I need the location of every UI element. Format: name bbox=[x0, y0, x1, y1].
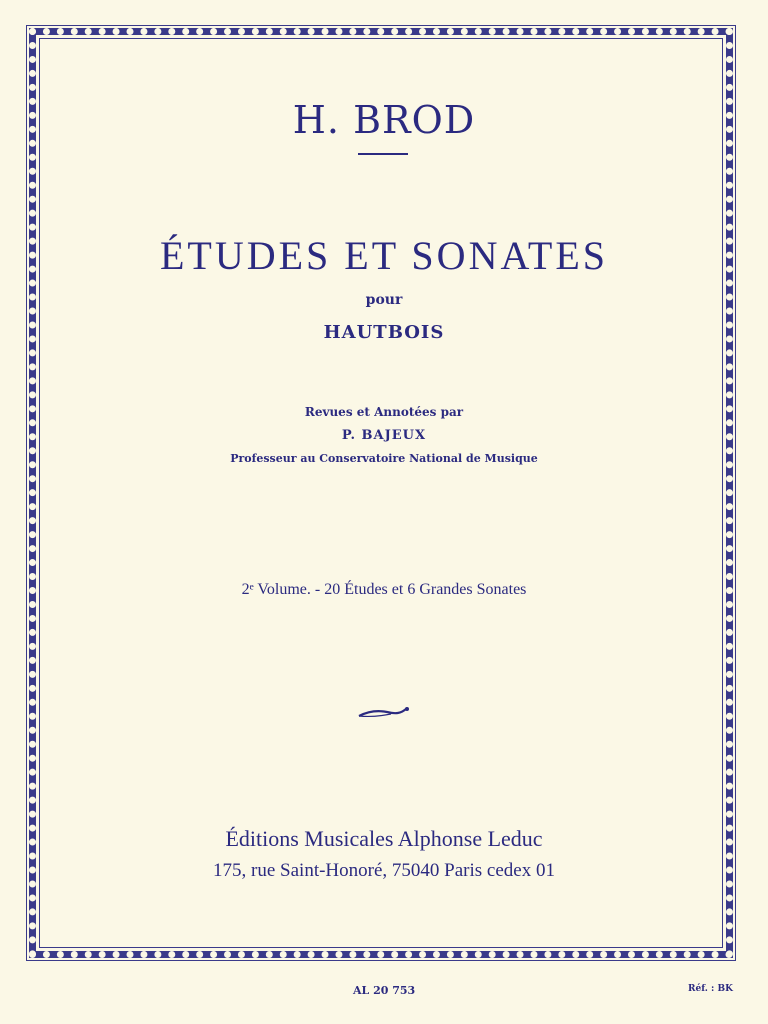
decorative-border bbox=[29, 28, 733, 958]
volume-info: 2ᵉ Volume. - 20 Études et 6 Grandes Sonates bbox=[241, 581, 527, 598]
composer-name: H. BROD bbox=[292, 98, 476, 142]
for-label: pour bbox=[365, 292, 403, 308]
flourish-ornament-icon bbox=[357, 704, 411, 720]
publisher-address: 175, rue Saint-Honoré, 75040 Paris cedex 01 bbox=[213, 860, 555, 881]
catalog-number: AL 20 753 bbox=[353, 984, 416, 997]
editor-title: Professeur au Conservatoire National de Musique bbox=[230, 452, 538, 465]
revised-by-label: Revues et Annotées par bbox=[304, 405, 464, 419]
editor-name: P. BAJEUX bbox=[341, 428, 427, 443]
title-divider bbox=[358, 153, 408, 155]
publisher-name: Éditions Musicales Alphonse Leduc bbox=[225, 826, 543, 851]
reference-code: Réf. : BK bbox=[688, 984, 733, 994]
work-title: ÉTUDES ET SONATES bbox=[159, 233, 609, 278]
instrument-name: HAUTBOIS bbox=[323, 322, 445, 343]
